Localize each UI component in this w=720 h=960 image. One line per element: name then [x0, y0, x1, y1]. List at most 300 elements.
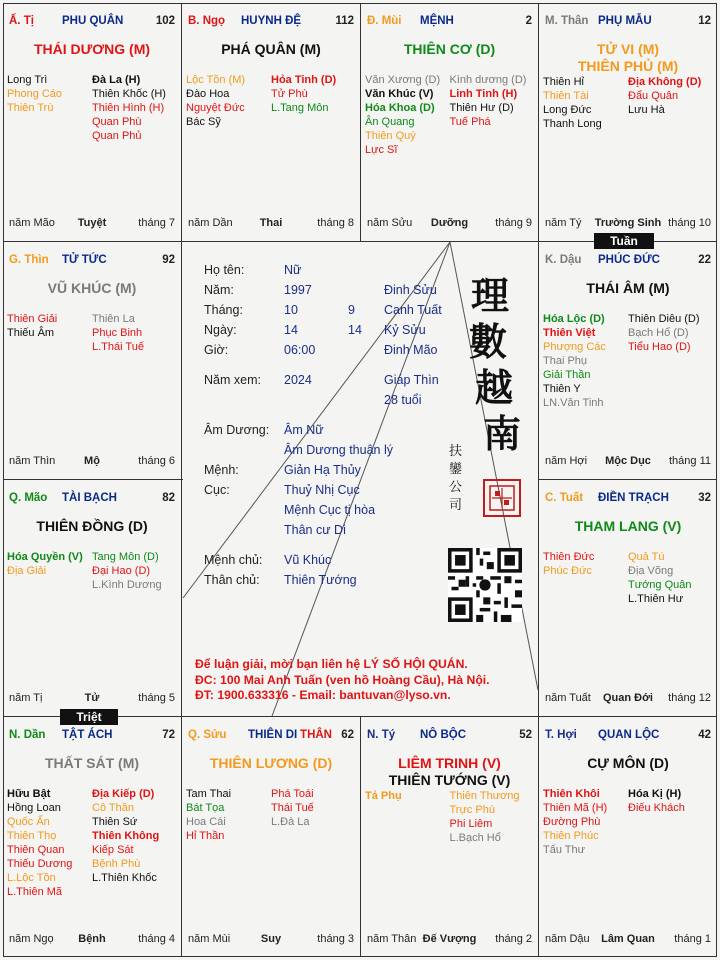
- star-column-right: [628, 75, 713, 131]
- minor-star: Giải Thần: [543, 369, 591, 381]
- minor-star: Tử Phù: [271, 88, 308, 100]
- minor-star: Thiên Phúc: [543, 830, 599, 842]
- menh-chu-value: Vũ Khúc: [284, 553, 332, 567]
- main-star: LIÊM TRINH (V): [398, 755, 501, 771]
- life-stage: Tuyệt: [77, 217, 107, 229]
- star-column-right: [628, 312, 713, 410]
- hour-canchi: Đinh Mão: [384, 343, 438, 357]
- month-ref: tháng 6: [138, 455, 175, 467]
- month-ref: tháng 4: [138, 933, 175, 945]
- seal-char: 扶: [449, 444, 463, 459]
- main-stars: [361, 755, 538, 789]
- seal-text: [449, 443, 462, 515]
- view-year-label: Năm xem:: [204, 373, 261, 387]
- minor-star: Thiên Giải: [7, 313, 58, 325]
- palace-footer: [188, 217, 354, 231]
- branch-label: T. Hợi: [545, 729, 577, 741]
- star-column-left: [7, 312, 92, 354]
- year-ref: năm Dậu: [545, 933, 590, 945]
- palace-number: 12: [698, 15, 711, 27]
- minor-star: Phong Cáo: [7, 88, 63, 100]
- minor-star: Bác Sỹ: [186, 116, 221, 128]
- minor-star: Tiểu Hao (D): [628, 341, 691, 353]
- minor-star: Long Đức: [543, 104, 592, 116]
- main-star: THÁI ÂM (M): [586, 280, 670, 296]
- minor-star: Hóa Kị (H): [628, 788, 682, 800]
- star-column-right: [92, 550, 177, 592]
- than-chu-label: Thân chủ:: [204, 573, 260, 587]
- center-panel: [183, 243, 538, 716]
- minor-star: Thiên Hình (H): [92, 102, 165, 114]
- life-stage: Dưỡng: [430, 217, 469, 229]
- qr-code: [448, 548, 522, 622]
- info-values: [284, 260, 315, 390]
- star-column-left: [543, 312, 628, 410]
- minor-stars: [365, 789, 534, 845]
- life-stage: Quan Đới: [603, 692, 653, 704]
- minor-star: Ân Quang: [365, 116, 415, 128]
- year-ref: năm Dần: [188, 217, 233, 229]
- star-column-left: [365, 789, 450, 845]
- main-star: TỬ VI (M): [596, 41, 660, 57]
- year-value: 1997: [284, 283, 312, 297]
- palace-cell-mui: [361, 3, 538, 241]
- age-value: 28 tuổi: [384, 393, 422, 407]
- year-ref: năm Thìn: [9, 455, 56, 467]
- main-star: VŨ KHÚC (M): [47, 280, 137, 296]
- palace-name: PHỤ MẪU: [598, 15, 652, 27]
- minor-star: Thiên Không: [92, 830, 160, 842]
- hour-label: Giờ:: [204, 343, 229, 357]
- minor-star: Long Trì: [7, 74, 48, 86]
- minor-stars: [186, 73, 356, 129]
- minor-star: Thiên Thương: [449, 790, 520, 802]
- branch-label: M. Thân: [545, 15, 589, 27]
- calligraphy-char: 越: [475, 365, 514, 410]
- year-ref: năm Tị: [9, 692, 43, 704]
- star-column-left: [7, 550, 92, 592]
- minor-star: Hồng Loan: [7, 802, 61, 814]
- palace-footer: [545, 455, 711, 469]
- branch-label: C. Tuất: [545, 492, 584, 504]
- life-stage: Lâm Quan: [601, 933, 655, 945]
- minor-star: Thiên Việt: [543, 327, 596, 339]
- minor-star: Tam Thai: [186, 788, 232, 800]
- main-stars: [3, 518, 181, 535]
- star-column-right: [450, 73, 535, 157]
- menh-chu-label: Mệnh chủ:: [204, 553, 263, 567]
- minor-star: Tuế Phá: [449, 116, 491, 128]
- palace-header: [9, 729, 175, 745]
- life-stage: Tử: [84, 692, 100, 704]
- minor-star: Lộc Tồn (M): [186, 74, 246, 86]
- amduong-value-2: Âm Dương thuận lý: [284, 443, 393, 457]
- menh-value: Giản Hạ Thủy: [284, 463, 361, 477]
- minor-star: Địa Giải: [7, 565, 47, 577]
- palace-number: 102: [155, 15, 175, 27]
- amduong-label: Âm Dương:: [204, 423, 270, 437]
- minor-star: Địa Kiếp (D): [92, 788, 155, 800]
- minor-star: Thiên Khôi: [543, 788, 600, 800]
- star-column-right: [628, 787, 713, 857]
- tuan-tag: Tuần: [594, 233, 654, 249]
- palace-header: [9, 254, 175, 270]
- palace-cell-dan: [3, 717, 181, 957]
- minor-star: L.Thiên Mã: [7, 886, 63, 898]
- month-ref: tháng 8: [317, 217, 354, 229]
- minor-star: Phục Binh: [92, 327, 143, 339]
- main-star: THẤT SÁT (M): [44, 755, 140, 771]
- hour-value: 06:00: [284, 343, 316, 357]
- main-star: THIÊN TƯỚNG (V): [388, 772, 511, 788]
- minor-star: Thiếu Dương: [7, 858, 73, 870]
- year-ref: năm Mão: [9, 217, 55, 229]
- palace-header: [367, 15, 532, 31]
- palace-cell-thin: [3, 242, 181, 479]
- palace-number: 72: [162, 729, 175, 741]
- palace-cell-ty: [3, 3, 181, 241]
- minor-star: L.Tang Môn: [271, 102, 329, 114]
- minor-star: Hỏa Tinh (D): [271, 74, 337, 86]
- star-column-right: [92, 312, 177, 354]
- minor-stars: [543, 550, 713, 606]
- main-star: THIÊN PHỦ (M): [577, 58, 679, 74]
- than-chu-value: Thiên Tướng: [284, 573, 357, 587]
- minor-star: Bệnh Phù: [92, 858, 141, 870]
- palace-footer: [188, 933, 354, 947]
- minor-star: Đà La (H): [92, 74, 141, 86]
- month-value: 10: [284, 303, 298, 317]
- main-stars: [3, 755, 181, 772]
- minor-stars: [7, 73, 177, 143]
- palace-cell-dau: [539, 242, 717, 479]
- star-column-left: [186, 73, 271, 129]
- year-ref: năm Thân: [367, 933, 417, 945]
- name-label: Họ tên:: [204, 263, 245, 277]
- minor-star: Quốc Ấn: [7, 816, 50, 828]
- minor-stars: [7, 312, 177, 354]
- palace-header: [9, 15, 175, 31]
- palace-cell-than: [539, 3, 717, 241]
- palace-footer: [9, 217, 175, 231]
- contact-line: Để luận giải, mời bạn liên hệ LÝ SỐ HỘI QUÁN.: [195, 657, 468, 671]
- minor-star: Văn Xương (D): [365, 74, 441, 86]
- minor-star: Đường Phù: [543, 816, 601, 828]
- minor-star: Điếu Khách: [628, 802, 685, 814]
- palace-number: 112: [335, 15, 354, 27]
- palace-name: PHU QUÂN: [62, 15, 124, 27]
- minor-star: L.Kình Dương: [92, 579, 162, 591]
- star-column-right: [628, 550, 713, 606]
- minor-star: Phá Toái: [271, 788, 314, 800]
- minor-stars: [7, 787, 177, 899]
- palace-cell-ty2: [361, 717, 538, 957]
- info-labels: [204, 260, 261, 390]
- minor-star: Bạch Hổ (D): [628, 327, 689, 339]
- palace-header: [545, 15, 711, 31]
- star-column-right: [271, 73, 356, 129]
- palace-name: TỬ TỨC: [62, 254, 107, 266]
- triet-tag: Triệt: [60, 709, 118, 725]
- main-stars: [539, 280, 717, 297]
- name-value: Nữ: [284, 263, 302, 277]
- month-canchi: Canh Tuất: [384, 303, 442, 317]
- palace-cell-mao: [3, 480, 181, 716]
- star-column-left: [543, 787, 628, 857]
- palace-name: QUAN LỘC: [598, 729, 660, 741]
- main-stars: [182, 755, 360, 772]
- palace-number: 32: [698, 492, 711, 504]
- month-label: Tháng:: [204, 303, 243, 317]
- palace-footer: [9, 692, 175, 706]
- info-labels-2: [204, 420, 269, 590]
- minor-star: Thiên Quý: [365, 130, 416, 142]
- minor-star: Tướng Quân: [628, 579, 692, 591]
- minor-star: Lực Sĩ: [365, 144, 398, 156]
- cuc-value-2: Mệnh Cục tị hòa: [284, 503, 376, 517]
- minor-star: Hóa Quyền (V): [7, 551, 83, 563]
- minor-star: L.Bạch Hổ: [449, 832, 501, 844]
- palace-name: TẬT ÁCH: [62, 729, 113, 741]
- lunar-day: 14: [348, 323, 362, 337]
- palace-cell-tuat: [539, 480, 717, 716]
- palace-footer: [9, 455, 175, 469]
- minor-star: Thiên Thọ: [7, 830, 57, 842]
- palace-name: HUYNH ĐỆ: [241, 15, 302, 27]
- palace-number: 82: [162, 492, 175, 504]
- minor-star: Bát Tọa: [186, 802, 225, 814]
- main-star: THAM LANG (V): [574, 518, 682, 534]
- minor-star: Tang Môn (D): [92, 551, 159, 563]
- minor-star: Thiên La: [92, 313, 135, 325]
- minor-stars: [365, 73, 534, 157]
- minor-star: Đẩu Quân: [628, 90, 679, 102]
- life-stage: Mộ: [84, 455, 100, 467]
- minor-star: Thiên Khốc (H): [92, 88, 166, 100]
- palace-number: 22: [698, 254, 711, 266]
- main-stars: [539, 755, 717, 772]
- branch-label: N. Tý: [367, 729, 396, 741]
- view-year-value: 2024: [284, 373, 312, 387]
- minor-star: Kình dương (D): [449, 74, 527, 86]
- minor-star: Hóa Lộc (D): [543, 313, 605, 325]
- star-column-left: [7, 787, 92, 899]
- minor-star: Đại Hao (D): [92, 565, 151, 577]
- palace-number: 2: [525, 15, 532, 27]
- red-seal: [483, 479, 521, 517]
- main-stars: [3, 280, 181, 297]
- star-column-right: [271, 787, 356, 843]
- minor-star: Thai Phụ: [543, 355, 588, 367]
- life-stage: Đế Vượng: [422, 933, 477, 945]
- year-ref: năm Tuất: [545, 692, 591, 704]
- main-star: THÁI DƯƠNG (M): [33, 41, 151, 57]
- palace-name: MỆNH: [420, 15, 454, 27]
- minor-star: Hóa Khoa (D): [365, 102, 435, 114]
- palace-name: ĐIỀN TRẠCH: [598, 492, 669, 504]
- palace-name: PHÚC ĐỨC: [598, 254, 660, 266]
- palace-number: 92: [162, 254, 175, 266]
- calligraphy-char: 數: [469, 319, 508, 364]
- lunar-values: [348, 300, 362, 340]
- year-ref: năm Tý: [545, 217, 582, 229]
- branch-label: B. Ngọ: [188, 15, 226, 27]
- main-stars: [361, 41, 538, 58]
- main-stars: [3, 41, 181, 58]
- palace-header: [545, 729, 711, 745]
- branch-label: Q. Sửu: [188, 729, 227, 741]
- branch-label: Đ. Mùi: [367, 15, 402, 27]
- branch-label: Ấ. Tị: [9, 15, 34, 27]
- minor-star: L.Thiên Khốc: [92, 872, 157, 884]
- branch-label: G. Thìn: [9, 254, 49, 266]
- main-star: THIÊN LƯƠNG (D): [209, 755, 333, 771]
- main-stars: [182, 41, 360, 58]
- palace-name: NÔ BỘC: [420, 729, 466, 741]
- life-stage: Bệnh: [78, 933, 106, 945]
- day-label: Ngày:: [204, 323, 237, 337]
- year-ref: năm Sửu: [367, 217, 413, 229]
- year-ref: năm Hợi: [545, 455, 588, 467]
- main-star: THIÊN CƠ (D): [403, 41, 496, 57]
- minor-star: Thiên Trù: [7, 102, 54, 114]
- main-star: CỰ MÔN (D): [587, 755, 669, 771]
- star-column-left: [543, 550, 628, 606]
- minor-star: Thiên Hư (D): [449, 102, 514, 114]
- minor-star: Thiên Sứ: [92, 816, 138, 828]
- month-ref: tháng 12: [668, 692, 711, 704]
- minor-star: L.Thiên Hư: [628, 593, 684, 605]
- lunar-month: 9: [348, 303, 355, 317]
- cuc-value: Thuỷ Nhị Cục: [284, 483, 360, 497]
- minor-star: Phi Liêm: [449, 818, 493, 830]
- minor-star: Văn Khúc (V): [365, 88, 434, 100]
- minor-star: Thanh Long: [543, 118, 602, 130]
- branch-label: K. Dậu: [545, 254, 582, 266]
- minor-star: Quan Phù: [92, 116, 142, 128]
- year-canchi: Đinh Sửu: [384, 283, 437, 297]
- palace-footer: [545, 217, 711, 231]
- info-values-2: [284, 420, 393, 590]
- palace-header: [9, 492, 175, 508]
- can-chi-values: [384, 280, 442, 410]
- palace-footer: [9, 933, 175, 947]
- palace-name: TÀI BẠCH: [62, 492, 117, 504]
- minor-star: Thiên Tài: [543, 90, 589, 102]
- minor-stars: [543, 787, 713, 857]
- cuc-label: Cục:: [204, 483, 230, 497]
- calligraphy: [471, 273, 521, 457]
- year-ref: năm Ngọ: [9, 933, 54, 945]
- seal-char: 鑾: [449, 462, 463, 477]
- amduong-value: Âm Nữ: [284, 423, 324, 437]
- minor-star: Đào Hoa: [186, 88, 230, 100]
- minor-star: L.Đà La: [271, 816, 310, 828]
- palace-header: [188, 15, 354, 31]
- minor-star: Kiếp Sát: [92, 844, 134, 856]
- contact-info: [195, 657, 535, 704]
- life-stage: Trường Sinh: [594, 217, 662, 229]
- month-ref: tháng 3: [317, 933, 354, 945]
- minor-stars: [543, 312, 713, 410]
- minor-stars: [543, 75, 713, 131]
- month-ref: tháng 2: [495, 933, 532, 945]
- minor-star: Hữu Bật: [7, 788, 51, 800]
- month-ref: tháng 10: [668, 217, 711, 229]
- minor-star: Thiên Đức: [543, 551, 595, 563]
- main-star: THIÊN ĐỒNG (D): [36, 518, 148, 534]
- palace-name: THIÊN DI: [248, 729, 298, 741]
- calligraphy-char: 理: [471, 273, 510, 318]
- life-stage: Thai: [259, 217, 283, 229]
- branch-label: N. Dần: [9, 729, 46, 741]
- minor-star: Phúc Đức: [543, 565, 592, 577]
- minor-star: Tấu Thư: [543, 844, 586, 856]
- day-value: 14: [284, 323, 298, 337]
- palace-number: 52: [519, 729, 532, 741]
- seal-char: 司: [449, 498, 463, 513]
- minor-star: Lưu Hà: [628, 104, 665, 116]
- minor-star: Thiên Y: [543, 383, 581, 395]
- main-stars: [539, 41, 717, 75]
- palace-footer: [367, 217, 532, 231]
- month-ref: tháng 11: [668, 455, 711, 467]
- star-column-left: [186, 787, 271, 843]
- month-ref: tháng 9: [495, 217, 532, 229]
- cuc-value-3: Thân cư Di: [284, 523, 346, 537]
- minor-star: L.Lộc Tồn: [7, 872, 56, 884]
- view-canchi: Giáp Thìn: [384, 373, 439, 387]
- minor-star: Địa Không (D): [628, 76, 702, 88]
- minor-star: Địa Võng: [628, 565, 674, 577]
- minor-stars: [7, 550, 177, 592]
- palace-cell-suu: [182, 717, 360, 957]
- star-column-left: [7, 73, 92, 143]
- life-stage: Suy: [260, 933, 282, 945]
- minor-star: Trực Phù: [449, 804, 495, 816]
- minor-star: L.Thái Tuế: [92, 341, 144, 353]
- palace-number: 42: [698, 729, 711, 741]
- minor-star: Thiên Quan: [7, 844, 65, 856]
- calligraphy-char: 南: [483, 411, 522, 456]
- menh-label: Mệnh:: [204, 463, 239, 477]
- minor-star: Quả Tú: [628, 551, 665, 563]
- star-column-left: [543, 75, 628, 131]
- contact-address: ĐC: 100 Mai Anh Tuấn (ven hồ Hoàng Cầu), Hà Nội.: [195, 672, 490, 687]
- year-ref: năm Mùi: [188, 933, 231, 945]
- palace-footer: [367, 933, 532, 947]
- month-ref: tháng 7: [138, 217, 175, 229]
- minor-star: Hoa Cái: [186, 816, 226, 828]
- minor-star: Thiếu Âm: [7, 327, 55, 339]
- minor-star: Thiên Diêu (D): [628, 313, 700, 325]
- than-marker: THÂN: [300, 729, 332, 741]
- palace-header: [545, 492, 711, 508]
- palace-footer: [545, 933, 711, 947]
- day-canchi: Kỷ Sửu: [384, 323, 426, 337]
- minor-star: Quan Phủ: [92, 130, 142, 142]
- minor-stars: [186, 787, 356, 843]
- palace-header: [188, 729, 354, 745]
- main-stars: [539, 518, 717, 535]
- minor-star: Phượng Các: [543, 341, 606, 353]
- palace-number: 62: [341, 729, 354, 741]
- star-column-right: [92, 787, 177, 899]
- branch-label: Q. Mão: [9, 492, 48, 504]
- minor-star: Tả Phụ: [365, 790, 402, 802]
- palace-cell-hoi: [539, 717, 717, 957]
- life-stage: Mộc Dục: [605, 455, 651, 467]
